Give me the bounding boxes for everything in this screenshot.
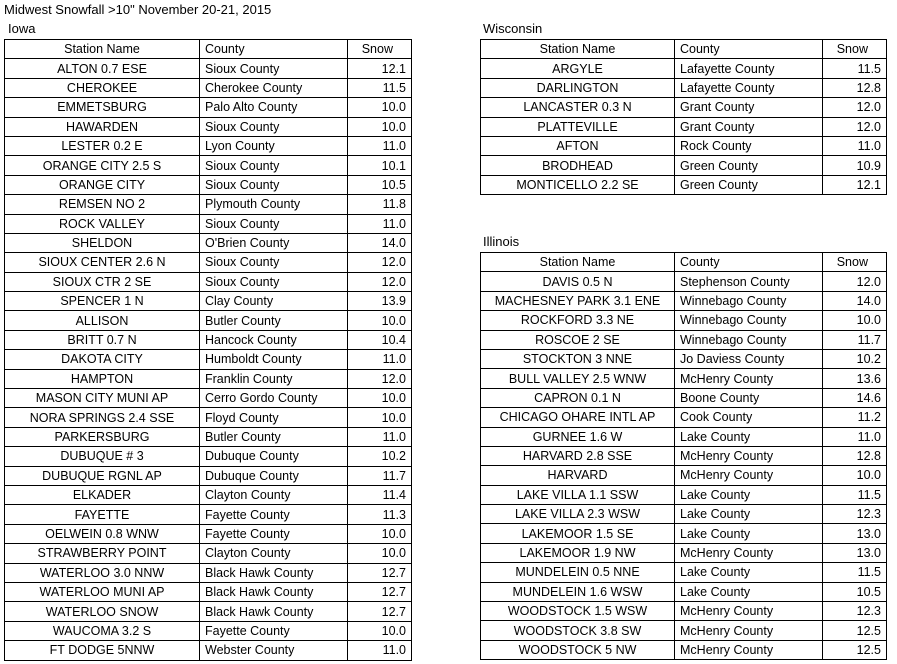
county-cell: Boone County (675, 388, 823, 407)
station-name-cell: WAUCOMA 3.2 S (5, 621, 200, 640)
station-name-cell: STRAWBERRY POINT (5, 544, 200, 563)
station-name-cell: SHELDON (5, 233, 200, 252)
table-row (481, 466, 887, 485)
station-name-header: Station Name (481, 40, 675, 59)
county-cell: Winnebago County (675, 330, 823, 349)
snow-header: Snow (348, 40, 412, 59)
snow-cell: 14.0 (348, 233, 412, 252)
county-cell: Grant County (675, 98, 823, 117)
table-row (481, 446, 887, 465)
snow-cell: 12.0 (348, 369, 412, 388)
snow-cell: 10.2 (823, 349, 887, 368)
table-row (481, 311, 887, 330)
station-name-cell: LAKEMOOR 1.5 SE (481, 524, 675, 543)
station-name-cell: CHEROKEE (5, 78, 200, 97)
table-row (5, 117, 412, 136)
station-name-cell: HARVARD (481, 466, 675, 485)
station-name-cell: CAPRON 0.1 N (481, 388, 675, 407)
snow-cell: 10.0 (823, 466, 887, 485)
snow-cell: 12.7 (348, 563, 412, 582)
table-row (481, 621, 887, 640)
station-name-cell: CHICAGO OHARE INTL AP (481, 408, 675, 427)
snow-cell: 14.0 (823, 291, 887, 310)
snow-cell: 10.1 (348, 156, 412, 175)
county-cell: Lake County (675, 485, 823, 504)
county-header: County (675, 40, 823, 59)
table-row (5, 311, 412, 330)
station-name-cell: WOODSTOCK 3.8 SW (481, 621, 675, 640)
county-cell: McHenry County (675, 369, 823, 388)
snow-cell: 10.9 (823, 156, 887, 175)
snow-cell: 10.0 (348, 98, 412, 117)
county-cell: Fayette County (200, 505, 348, 524)
county-cell: Lake County (675, 582, 823, 601)
county-cell: Webster County (200, 641, 348, 660)
snow-cell: 12.3 (823, 505, 887, 524)
station-name-cell: DARLINGTON (481, 78, 675, 97)
snow-cell: 10.0 (348, 524, 412, 543)
snow-cell: 11.7 (823, 330, 887, 349)
table-header-row (5, 40, 412, 59)
station-name-cell: LAKEMOOR 1.9 NW (481, 543, 675, 562)
county-cell: Clay County (200, 292, 348, 311)
county-cell: Black Hawk County (200, 602, 348, 621)
county-cell: Sioux County (200, 156, 348, 175)
county-cell: Dubuque County (200, 466, 348, 485)
station-name-cell: OELWEIN 0.8 WNW (5, 524, 200, 543)
snow-cell: 10.5 (823, 582, 887, 601)
table-row (5, 78, 412, 97)
snow-cell: 12.7 (348, 602, 412, 621)
station-name-cell: GURNEE 1.6 W (481, 427, 675, 446)
county-cell: Lyon County (200, 136, 348, 155)
snow-cell: 11.0 (823, 136, 887, 155)
snow-cell: 10.4 (348, 330, 412, 349)
snow-cell: 10.0 (348, 544, 412, 563)
snow-cell: 12.0 (823, 117, 887, 136)
county-cell: Lake County (675, 505, 823, 524)
county-cell: Hancock County (200, 330, 348, 349)
station-name-cell: HAMPTON (5, 369, 200, 388)
table-row (5, 330, 412, 349)
table-row (5, 563, 412, 582)
station-name-cell: MUNDELEIN 0.5 NNE (481, 563, 675, 582)
county-cell: Butler County (200, 311, 348, 330)
station-name-cell: ORANGE CITY 2.5 S (5, 156, 200, 175)
snow-cell: 12.5 (823, 621, 887, 640)
county-cell: Lake County (675, 563, 823, 582)
illinois-label: Illinois (483, 234, 520, 249)
snow-cell: 12.0 (348, 272, 412, 291)
snow-cell: 11.8 (348, 195, 412, 214)
station-name-cell: PARKERSBURG (5, 427, 200, 446)
county-cell: Floyd County (200, 408, 348, 427)
county-cell: Sioux County (200, 175, 348, 194)
snow-cell: 11.0 (823, 427, 887, 446)
station-name-header: Station Name (481, 253, 675, 272)
station-name-cell: MACHESNEY PARK 3.1 ENE (481, 291, 675, 310)
snow-cell: 13.0 (823, 543, 887, 562)
station-name-cell: EMMETSBURG (5, 98, 200, 117)
county-cell: Sioux County (200, 117, 348, 136)
county-cell: Clayton County (200, 485, 348, 504)
county-cell: Green County (675, 175, 823, 194)
station-name-cell: DUBUQUE RGNL AP (5, 466, 200, 485)
station-name-cell: MUNDELEIN 1.6 WSW (481, 582, 675, 601)
station-name-cell: NORA SPRINGS 2.4 SSE (5, 408, 200, 427)
county-cell: Cerro Gordo County (200, 389, 348, 408)
snow-cell: 11.2 (823, 408, 887, 427)
station-name-cell: WATERLOO SNOW (5, 602, 200, 621)
snow-cell: 12.7 (348, 582, 412, 601)
table-row (5, 427, 412, 446)
station-name-cell: PLATTEVILLE (481, 117, 675, 136)
table-row (5, 544, 412, 563)
county-cell: Humboldt County (200, 350, 348, 369)
snow-cell: 11.7 (348, 466, 412, 485)
table-row (481, 369, 887, 388)
snow-cell: 14.6 (823, 388, 887, 407)
county-cell: Fayette County (200, 621, 348, 640)
snow-cell: 10.0 (348, 117, 412, 136)
table-row (481, 98, 887, 117)
station-name-cell: WATERLOO 3.0 NNW (5, 563, 200, 582)
table-row (481, 427, 887, 446)
station-name-cell: REMSEN NO 2 (5, 195, 200, 214)
snow-cell: 11.0 (348, 136, 412, 155)
wisconsin-label: Wisconsin (483, 21, 543, 36)
table-row (5, 195, 412, 214)
table-row (5, 292, 412, 311)
table-row (481, 524, 887, 543)
station-name-cell: LAKE VILLA 2.3 WSW (481, 505, 675, 524)
county-cell: Dubuque County (200, 447, 348, 466)
county-cell: McHenry County (675, 466, 823, 485)
table-row (481, 78, 887, 97)
snow-cell: 10.0 (348, 389, 412, 408)
table-row (5, 253, 412, 272)
page-title: Midwest Snowfall >10" November 20-21, 2015 (4, 2, 272, 17)
table-row (5, 233, 412, 252)
station-name-cell: SIOUX CTR 2 SE (5, 272, 200, 291)
county-cell: McHenry County (675, 621, 823, 640)
snow-cell: 11.5 (823, 563, 887, 582)
table-row (481, 505, 887, 524)
snow-cell: 13.9 (348, 292, 412, 311)
table-row (481, 175, 887, 194)
station-name-cell: MONTICELLO 2.2 SE (481, 175, 675, 194)
snow-cell: 11.3 (348, 505, 412, 524)
station-name-cell: WATERLOO MUNI AP (5, 582, 200, 601)
station-name-cell: ELKADER (5, 485, 200, 504)
station-name-cell: ALTON 0.7 ESE (5, 59, 200, 78)
table-row (5, 466, 412, 485)
snow-cell: 12.1 (823, 175, 887, 194)
station-name-cell: SIOUX CENTER 2.6 N (5, 253, 200, 272)
table-row (5, 136, 412, 155)
county-cell: Fayette County (200, 524, 348, 543)
station-name-cell: ROCKFORD 3.3 NE (481, 311, 675, 330)
table-row (481, 408, 887, 427)
station-name-cell: ROCK VALLEY (5, 214, 200, 233)
station-name-cell: LAKE VILLA 1.1 SSW (481, 485, 675, 504)
county-cell: Sioux County (200, 59, 348, 78)
table-row (5, 447, 412, 466)
table-row (5, 582, 412, 601)
county-cell: Cook County (675, 408, 823, 427)
table-row (481, 640, 887, 659)
county-cell: Green County (675, 156, 823, 175)
snow-cell: 12.8 (823, 446, 887, 465)
county-cell: Winnebago County (675, 291, 823, 310)
table-row (5, 389, 412, 408)
snow-cell: 13.0 (823, 524, 887, 543)
snow-cell: 11.5 (348, 78, 412, 97)
table-row (5, 505, 412, 524)
table-row (481, 563, 887, 582)
snow-cell: 12.0 (348, 253, 412, 272)
snow-cell: 10.0 (348, 621, 412, 640)
table-row (481, 136, 887, 155)
snow-cell: 11.0 (348, 427, 412, 446)
snow-cell: 11.0 (348, 214, 412, 233)
table-row (481, 156, 887, 175)
station-name-cell: HAWARDEN (5, 117, 200, 136)
snow-cell: 12.0 (823, 272, 887, 291)
station-name-cell: WOODSTOCK 5 NW (481, 640, 675, 659)
table-row (5, 524, 412, 543)
station-name-cell: SPENCER 1 N (5, 292, 200, 311)
table-row (481, 388, 887, 407)
county-cell: O'Brien County (200, 233, 348, 252)
station-name-header: Station Name (5, 40, 200, 59)
snow-cell: 11.5 (823, 59, 887, 78)
county-cell: Black Hawk County (200, 582, 348, 601)
station-name-cell: LANCASTER 0.3 N (481, 98, 675, 117)
table-row (5, 641, 412, 660)
snow-cell: 10.0 (348, 408, 412, 427)
snow-cell: 12.1 (348, 59, 412, 78)
station-name-cell: ROSCOE 2 SE (481, 330, 675, 349)
table-row (5, 408, 412, 427)
station-name-cell: HARVARD 2.8 SSE (481, 446, 675, 465)
table-row (481, 349, 887, 368)
county-cell: Rock County (675, 136, 823, 155)
table-row (5, 175, 412, 194)
county-cell: McHenry County (675, 640, 823, 659)
county-header: County (200, 40, 348, 59)
wisconsin-table (480, 39, 887, 195)
snow-header: Snow (823, 40, 887, 59)
table-row (481, 59, 887, 78)
station-name-cell: DAVIS 0.5 N (481, 272, 675, 291)
table-row (5, 59, 412, 78)
county-cell: Sioux County (200, 272, 348, 291)
table-row (481, 117, 887, 136)
station-name-cell: ARGYLE (481, 59, 675, 78)
county-cell: Plymouth County (200, 195, 348, 214)
station-name-cell: WOODSTOCK 1.5 WSW (481, 602, 675, 621)
county-cell: McHenry County (675, 446, 823, 465)
county-cell: Winnebago County (675, 311, 823, 330)
county-header: County (675, 253, 823, 272)
county-cell: Sioux County (200, 253, 348, 272)
table-row (5, 369, 412, 388)
station-name-cell: ORANGE CITY (5, 175, 200, 194)
county-cell: Sioux County (200, 214, 348, 233)
table-row (481, 291, 887, 310)
table-row (5, 350, 412, 369)
station-name-cell: BRITT 0.7 N (5, 330, 200, 349)
station-name-cell: DAKOTA CITY (5, 350, 200, 369)
table-row (481, 272, 887, 291)
table-row (5, 621, 412, 640)
county-cell: Jo Daviess County (675, 349, 823, 368)
snow-cell: 11.4 (348, 485, 412, 504)
snow-cell: 12.0 (823, 98, 887, 117)
table-header-row (481, 253, 887, 272)
snow-cell: 12.8 (823, 78, 887, 97)
county-cell: McHenry County (675, 602, 823, 621)
county-cell: Stephenson County (675, 272, 823, 291)
station-name-cell: AFTON (481, 136, 675, 155)
county-cell: Clayton County (200, 544, 348, 563)
table-row (481, 485, 887, 504)
table-row (481, 330, 887, 349)
snow-cell: 10.2 (348, 447, 412, 466)
table-row (5, 602, 412, 621)
table-row (5, 214, 412, 233)
iowa-table (4, 39, 412, 661)
snow-cell: 10.0 (348, 311, 412, 330)
iowa-label: Iowa (8, 21, 36, 36)
snow-cell: 10.0 (823, 311, 887, 330)
table-header-row (481, 40, 887, 59)
county-cell: Grant County (675, 117, 823, 136)
station-name-cell: BRODHEAD (481, 156, 675, 175)
station-name-cell: FAYETTE (5, 505, 200, 524)
county-cell: McHenry County (675, 543, 823, 562)
snow-cell: 10.5 (348, 175, 412, 194)
table-row (5, 156, 412, 175)
county-cell: Black Hawk County (200, 563, 348, 582)
county-cell: Lake County (675, 524, 823, 543)
illinois-table (480, 252, 887, 660)
station-name-cell: BULL VALLEY 2.5 WNW (481, 369, 675, 388)
station-name-cell: DUBUQUE # 3 (5, 447, 200, 466)
snow-cell: 12.3 (823, 602, 887, 621)
table-row (481, 543, 887, 562)
county-cell: Palo Alto County (200, 98, 348, 117)
table-row (481, 582, 887, 601)
station-name-cell: STOCKTON 3 NNE (481, 349, 675, 368)
table-row (5, 98, 412, 117)
snow-cell: 12.5 (823, 640, 887, 659)
county-cell: Cherokee County (200, 78, 348, 97)
county-cell: Franklin County (200, 369, 348, 388)
snow-header: Snow (823, 253, 887, 272)
snow-cell: 11.0 (348, 350, 412, 369)
snow-cell: 11.0 (348, 641, 412, 660)
station-name-cell: ALLISON (5, 311, 200, 330)
table-row (5, 272, 412, 291)
snow-cell: 11.5 (823, 485, 887, 504)
snow-cell: 13.6 (823, 369, 887, 388)
county-cell: Butler County (200, 427, 348, 446)
station-name-cell: FT DODGE 5NNW (5, 641, 200, 660)
county-cell: Lafayette County (675, 78, 823, 97)
station-name-cell: LESTER 0.2 E (5, 136, 200, 155)
station-name-cell: MASON CITY MUNI AP (5, 389, 200, 408)
county-cell: Lafayette County (675, 59, 823, 78)
table-row (481, 602, 887, 621)
county-cell: Lake County (675, 427, 823, 446)
table-row (5, 485, 412, 504)
